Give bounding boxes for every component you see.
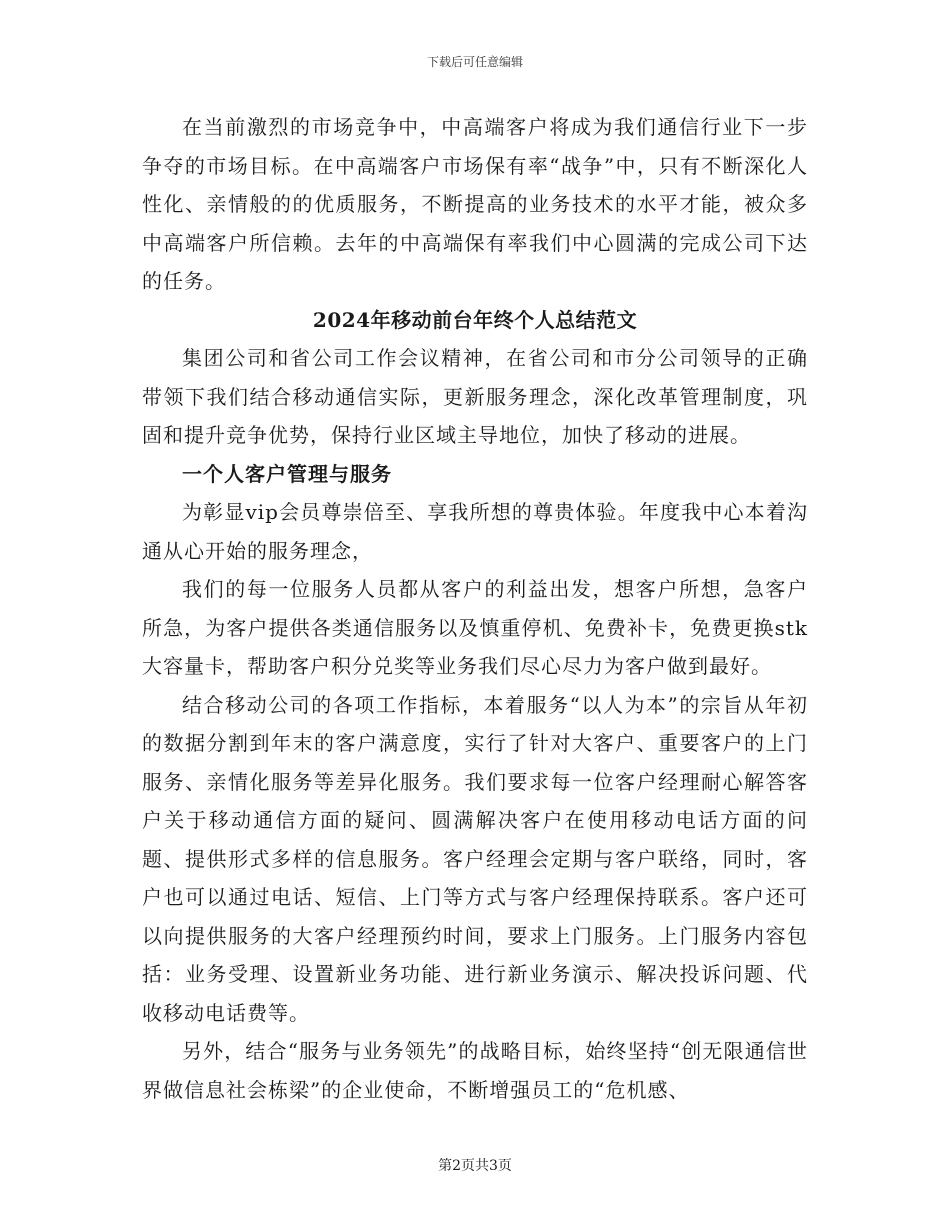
page-footer: 第2页共3页: [438, 1158, 512, 1174]
paragraph-strategy: 另外，结合“服务与业务领先”的战略目标，始终坚持“创无限通信世界做信息社会栋梁”的企业使命，不断增强员工的“危机感、: [142, 1039, 808, 1102]
page-header: 下载后可任意编辑: [426, 55, 523, 69]
paragraph-service-staff: 我们的每一位服务人员都从客户的利益出发，想客户所想，急客户所急，为客户提供各类通信服务以及慎重停机、免费补卡，免费更换stk大容量卡，帮助客户积分兑奖等业务我们尽心尽力为客户做到最好。: [142, 577, 808, 678]
paragraph-intro: 在当前激烈的市场竞争中，中高端客户将成为我们通信行业下一步争夺的市场目标。在中高端客户市场保有率“战争”中，只有不断深化人性化、亲情般的的优质服务，不断提高的业务技术的水平才能，被众多中高端客户所信赖。去年的中高端保有率我们中心圆满的完成公司下达的任务。: [142, 115, 808, 293]
paragraph-vip-experience: 为彰显vip会员尊崇倍至、享我所想的尊贵体验。年度我中心本着沟通从心开始的服务理念，: [142, 500, 808, 563]
paragraph-meeting-spirit: 集团公司和省公司工作会议精神，在省公司和市分公司领导的正确带领下我们结合移动通信实际，更新服务理念，深化改革管理制度，巩固和提升竞争优势，保持行业区域主导地位，加快了移动的进展。: [142, 346, 808, 447]
section-heading: 一个人客户管理与服务: [182, 461, 392, 486]
document-title: 2024年移动前台年终个人总结范文: [312, 307, 638, 332]
paragraph-work-indicators: 结合移动公司的各项工作指标，本着服务“以人为本”的宗旨从年初的数据分割到年末的客户满意度，实行了针对大客户、重要客户的上门服务、亲情化服务等差异化服务。我们要求每一位客户经理耐心解答客户关于移动通信方面的疑问、圆满解决客户在使用移动电话方面的问题、提供形式多样的信息服务。客户经理会定期与客户联络，同时，客户也可以通过电话、短信、上门等方式与客户经理保持联系。客户还可以向提供服务的大客户经理预约时间，要求上门服务。上门服务内容包括：业务受理、设置新业务功能、进行新业务演示、解决投诉问题、代收移动电话费等。: [142, 692, 808, 1025]
document-body: [142, 108, 808, 1109]
